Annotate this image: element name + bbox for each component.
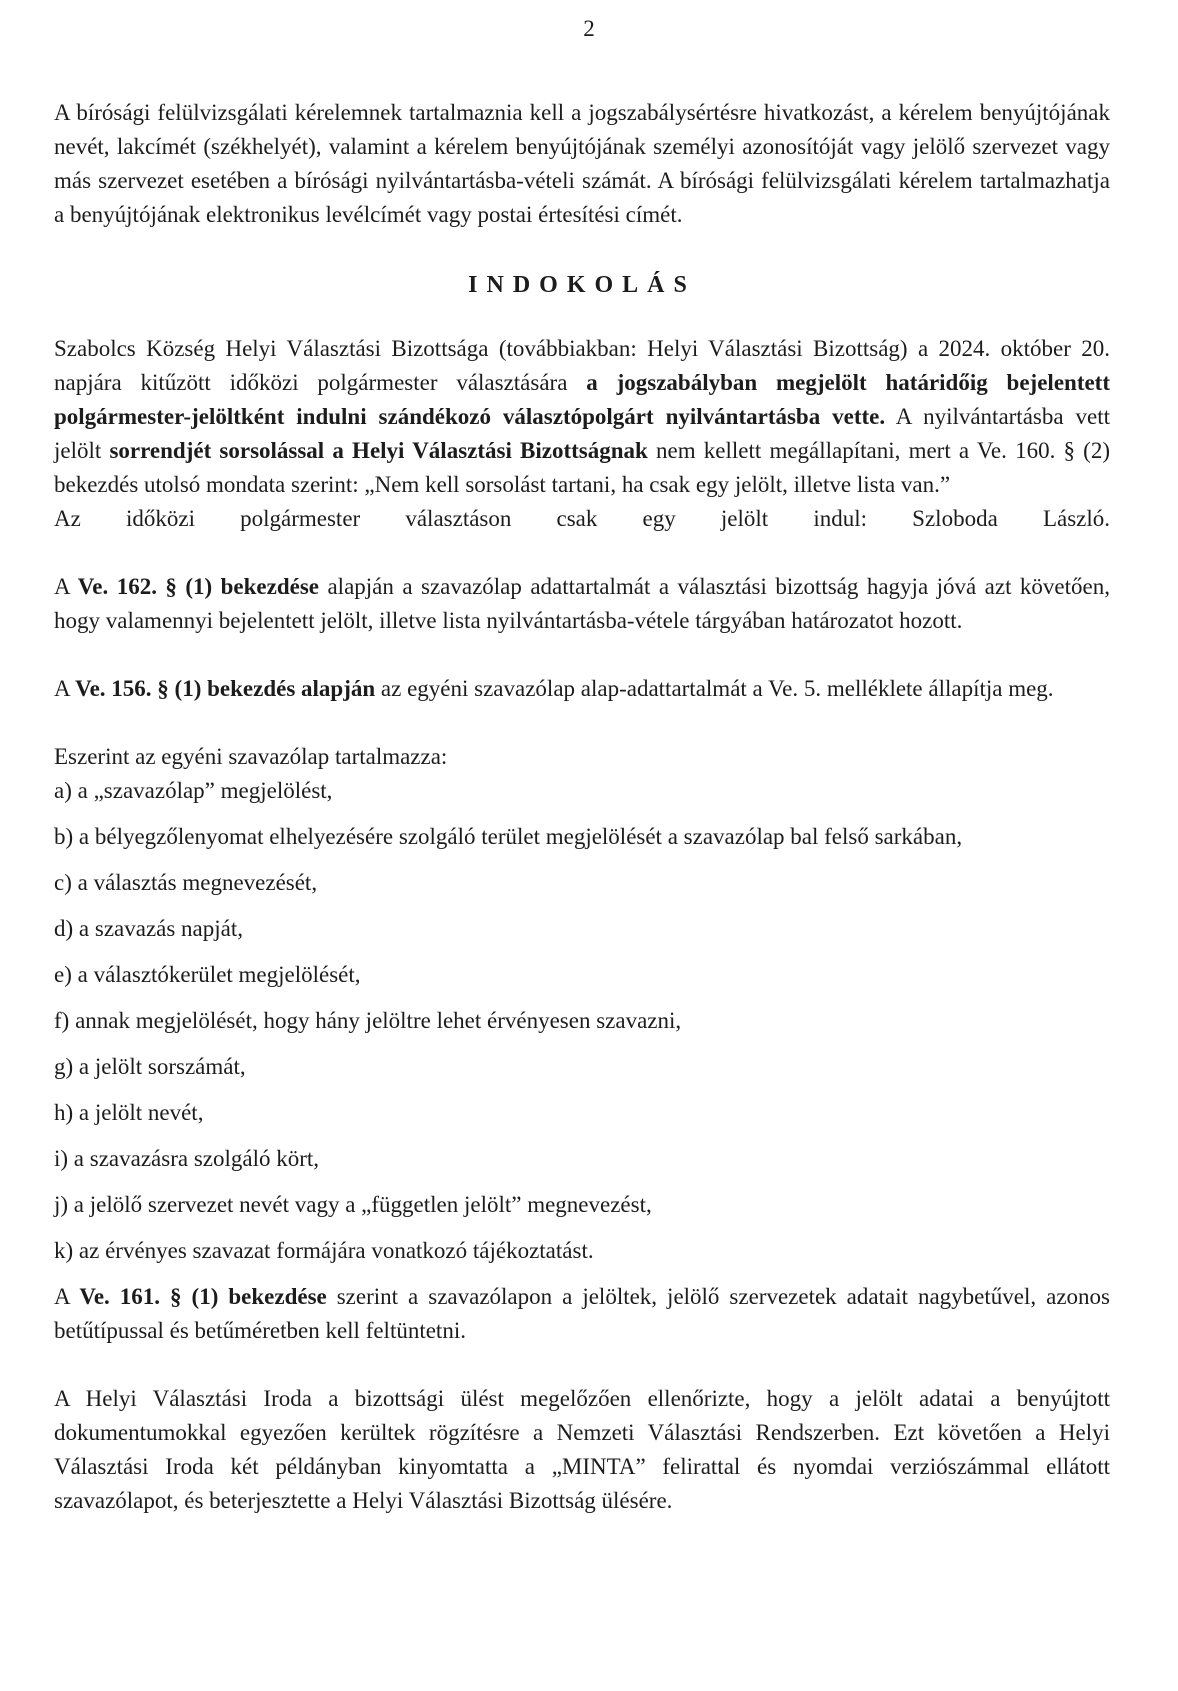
p3-bold-1: Ve. 156. § (1) bekezdés alapján [75, 676, 376, 701]
p1-text-1: Szabolcs Község Helyi Választási Bizottsága (továbbiakban: Helyi Választási Bizottság) a 2024. október 20. napjára kitűzött időközi polgármester választására [54, 336, 1110, 395]
paragraph-candidate-line: Az időközi polgármester választáson csak egy jelölt indul: Szloboda László. [54, 506, 1110, 531]
p4-text-2: szerint a szavazólapon a jelöltek, jelölő szervezetek adatait nagybetűvel, azonos betűtípussal és betűméretben kell feltüntetni. [54, 1284, 1110, 1343]
intro-paragraph: A bírósági felülvizsgálati kérelemnek tartalmaznia kell a jogszabálysértésre hivatkozást, a kérelem benyújtójának nevét, lakcímét (székhelyét), valamint a kérelem benyújtójának személyi azonosítóját vagy jelölő szervezet vagy más szervezet esetében a bírósági nyilvántartásba-vételi számát. A bírósági felülvizsgálati kérelem tartalmazhatja a benyújtójának elektronikus levélcímét vagy postai értesítési címét. [54, 100, 1110, 227]
p4-text-1: A [54, 1284, 80, 1309]
list-item: b) a bélyegzőlenyomat elhelyezésére szolgáló terület megjelölését a szavazólap bal felső sarkában, [54, 824, 963, 849]
p1-bold-1: a jogszabályban megjelölt határidőig bejelentett polgármester-jelöltként indulni szándékozó választópolgárt nyilvántartásba vette. [54, 370, 1111, 429]
paragraph-ve-161 [54, 1280, 1110, 1348]
list-item: a) a „szavazólap” megjelölést, [54, 778, 333, 803]
p2-text-1: A [54, 574, 78, 599]
list-item: d) a szavazás napját, [54, 916, 244, 941]
list-intro: Eszerint az egyéni szavazólap tartalmazza: [54, 744, 448, 769]
document-body [54, 96, 1110, 1518]
p4-bold-1: Ve. 161. § (1) bekezdése [79, 1284, 327, 1309]
list-item: k) az érvényes szavazat formájára vonatkozó tájékoztatást. [54, 1238, 594, 1263]
section-heading: INDOKOLÁS [468, 272, 696, 298]
p3-text-1: A [54, 676, 76, 701]
list-item: j) a jelölő szervezet nevét vagy a „független jelölt” megnevezést, [54, 1192, 652, 1217]
p3-text-2: az egyéni szavazólap alap-adattartalmát a Ve. 5. melléklete állapítja meg. [375, 676, 1054, 701]
paragraph-nyilvantartas [54, 332, 1110, 502]
paragraph-ve-156 [54, 672, 1110, 706]
p2-text-2: alapján a szavazólap adattartalmát a választási bizottság hagyja jóvá azt követően, hogy valamennyi bejelentett jelölt, illetve lista nyilvántartásba-vétele tárgyában határozatot hozott. [54, 574, 1110, 633]
ballot-content-list [54, 774, 1110, 1268]
list-item: c) a választás megnevezését, [54, 870, 318, 895]
paragraph-ve-162 [54, 570, 1110, 638]
p1-text-3: nem kellett megállapítani, mert a Ve. 160. § (2) bekezdés utolsó mondata szerint: „Nem kell sorsolást tartani, ha csak egy jelölt, illetve lista van.” [54, 438, 1110, 497]
list-item: f) annak megjelölését, hogy hány jelöltre lehet érvényesen szavazni, [54, 1008, 682, 1033]
p1-bold-2: sorrendjét sorsolással a Helyi Választási Bizottságnak [109, 438, 648, 463]
list-item: i) a szavazásra szolgáló kört, [54, 1146, 320, 1171]
page-number: 2 [583, 16, 595, 41]
p1-text-2: A nyilvántartásba vett jelölt [54, 404, 1110, 463]
paragraph-helyi-valasztasi-iroda: A Helyi Választási Iroda a bizottsági ülést megelőzően ellenőrizte, hogy a jelölt adatai a benyújtott dokumentumokkal egyezően kerültek rögzítésre a Nemzeti Választási Rendszerben. Ezt követően a Helyi Választási Iroda két példányban kinyomtatta a „MINTA” felirattal és nyomdai verziószámmal ellátott szavazólapot, és beterjesztette a Helyi Választási Bizottság ülésére. [54, 1386, 1110, 1513]
list-item: e) a választókerület megjelölését, [54, 962, 361, 987]
list-item: h) a jelölt nevét, [54, 1100, 204, 1125]
p2-bold-1: Ve. 162. § (1) bekezdése [77, 574, 320, 599]
list-item: g) a jelölt sorszámát, [54, 1054, 246, 1079]
